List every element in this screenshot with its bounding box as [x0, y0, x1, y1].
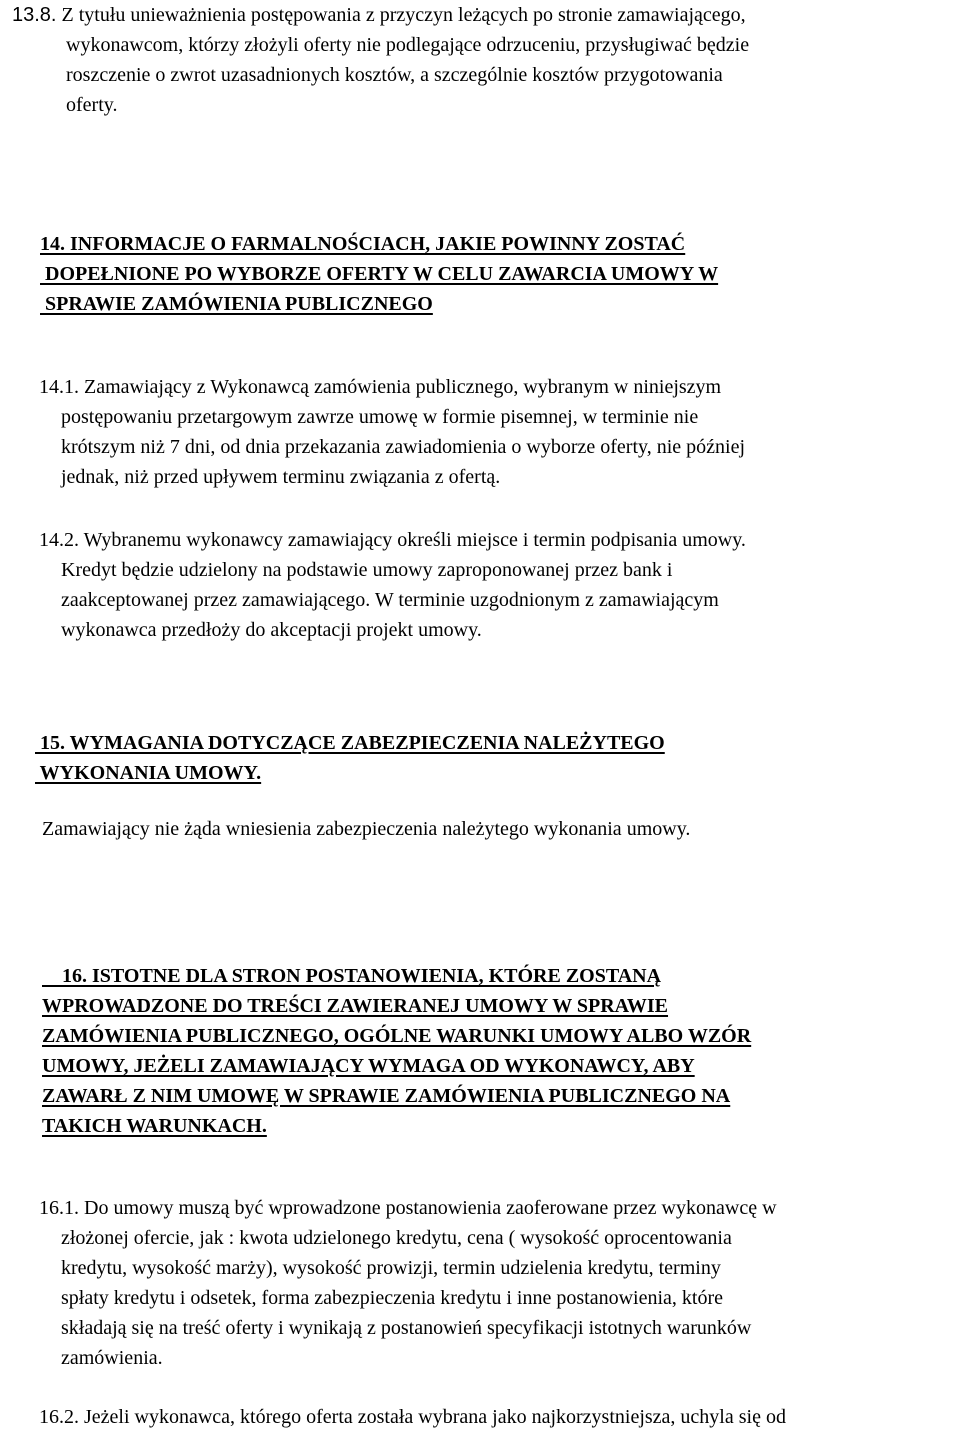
section-heading-15 — [35, 728, 665, 788]
paragraph-text: Z tytułu unieważnienia postępowania z przyczyn leżących po stronie zamawiającego, — [56, 4, 746, 26]
paragraph-line: wykonawca przedłoży do akceptacji projekt umowy. — [61, 619, 482, 641]
heading-line: DOPEŁNIONE PO WYBORZE OFERTY W CELU ZAWARCIA UMOWY W — [40, 263, 719, 285]
paragraph-line: zamówienia. — [61, 1347, 163, 1369]
heading-line: ZAWARŁ Z NIM UMOWĘ W SPRAWIE ZAMÓWIENIA PUBLICZNEGO NA — [42, 1085, 731, 1107]
heading-line: TAKICH WARUNKACH. — [42, 1115, 267, 1137]
paragraph-14-2 — [39, 525, 746, 645]
paragraph-line: wykonawcom, którzy złożyli oferty nie podlegające odrzuceniu, przysługiwać będzie — [66, 34, 750, 56]
paragraph-line: spłaty kredytu i odsetek, forma zabezpieczenia kredytu i inne postanowienia, które — [61, 1287, 723, 1309]
paragraph-line: 16.1. Do umowy muszą być wprowadzone postanowienia zaoferowane przez wykonawcę w — [39, 1197, 777, 1219]
paragraph-line: postępowaniu przetargowym zawrze umowę w formie pisemnej, w terminie nie — [61, 406, 699, 428]
paragraph-line: 14.2. Wybranemu wykonawcy zamawiający określi miejsce i termin podpisania umowy. — [39, 529, 746, 551]
paragraph-line: Zamawiający nie żąda wniesienia zabezpieczenia należytego wykonania umowy. — [42, 818, 691, 840]
heading-line: 15. WYMAGANIA DOTYCZĄCE ZABEZPIECZENIA NALEŻYTEGO — [35, 732, 665, 754]
paragraph-line: roszczenie o zwrot uzasadnionych kosztów, a szczególnie kosztów przygotowania — [66, 64, 723, 86]
paragraph-16-1 — [39, 1193, 777, 1373]
paragraph-line: oferty. — [66, 94, 118, 116]
paragraph-line: 14.1. Zamawiający z Wykonawcą zamówienia publicznego, wybranym w niniejszym — [39, 376, 722, 398]
paragraph-line: składają się na treść oferty i wynikają z postanowień specyfikacji istotnych warunków — [61, 1317, 752, 1339]
paragraph-14-1 — [39, 372, 745, 492]
section-heading-14 — [40, 229, 718, 319]
paragraph-line: krótszym niż 7 dni, od dnia przekazania zawiadomienia o wyborze oferty, nie później — [61, 436, 746, 458]
paragraph-line: 16.2. Jeżeli wykonawca, którego oferta została wybrana jako najkorzystniejsza, uchyla się od — [39, 1406, 786, 1428]
heading-line: 14. INFORMACJE O FARMALNOŚCIACH, JAKIE POWINNY ZOSTAĆ — [40, 233, 686, 255]
paragraph-line: Kredyt będzie udzielony na podstawie umowy zaproponowanej przez bank i — [61, 559, 673, 581]
heading-line: WYKONANIA UMOWY. — [35, 762, 262, 784]
heading-line: 16. ISTOTNE DLA STRON POSTANOWIENIA, KTÓRE ZOSTANĄ — [42, 965, 662, 987]
paragraph-line: jednak, niż przed upływem terminu związania z ofertą. — [61, 466, 501, 488]
heading-line: WPROWADZONE DO TREŚCI ZAWIERANEJ UMOWY W SPRAWIE — [42, 995, 669, 1017]
paragraph-15-body — [42, 814, 690, 844]
paragraph-line — [12, 0, 749, 30]
clause-number: 13.8. — [12, 4, 57, 26]
paragraph-13-8 — [12, 0, 749, 120]
heading-line: SPRAWIE ZAMÓWIENIA PUBLICZNEGO — [40, 293, 433, 315]
heading-line: UMOWY, JEŻELI ZAMAWIAJĄCY WYMAGA OD WYKONAWCY, ABY — [42, 1055, 695, 1077]
section-heading-16 — [42, 961, 751, 1141]
heading-line: ZAMÓWIENIA PUBLICZNEGO, OGÓLNE WARUNKI UMOWY ALBO WZÓR — [42, 1025, 752, 1047]
paragraph-line: kredytu, wysokość marży), wysokość prowizji, termin udzielenia kredytu, terminy — [61, 1257, 721, 1279]
paragraph-line: zaakceptowanej przez zamawiającego. W terminie uzgodnionym z zamawiającym — [61, 589, 719, 611]
paragraph-line: złożonej ofercie, jak : kwota udzielonego kredytu, cena ( wysokość oprocentowania — [61, 1227, 732, 1249]
